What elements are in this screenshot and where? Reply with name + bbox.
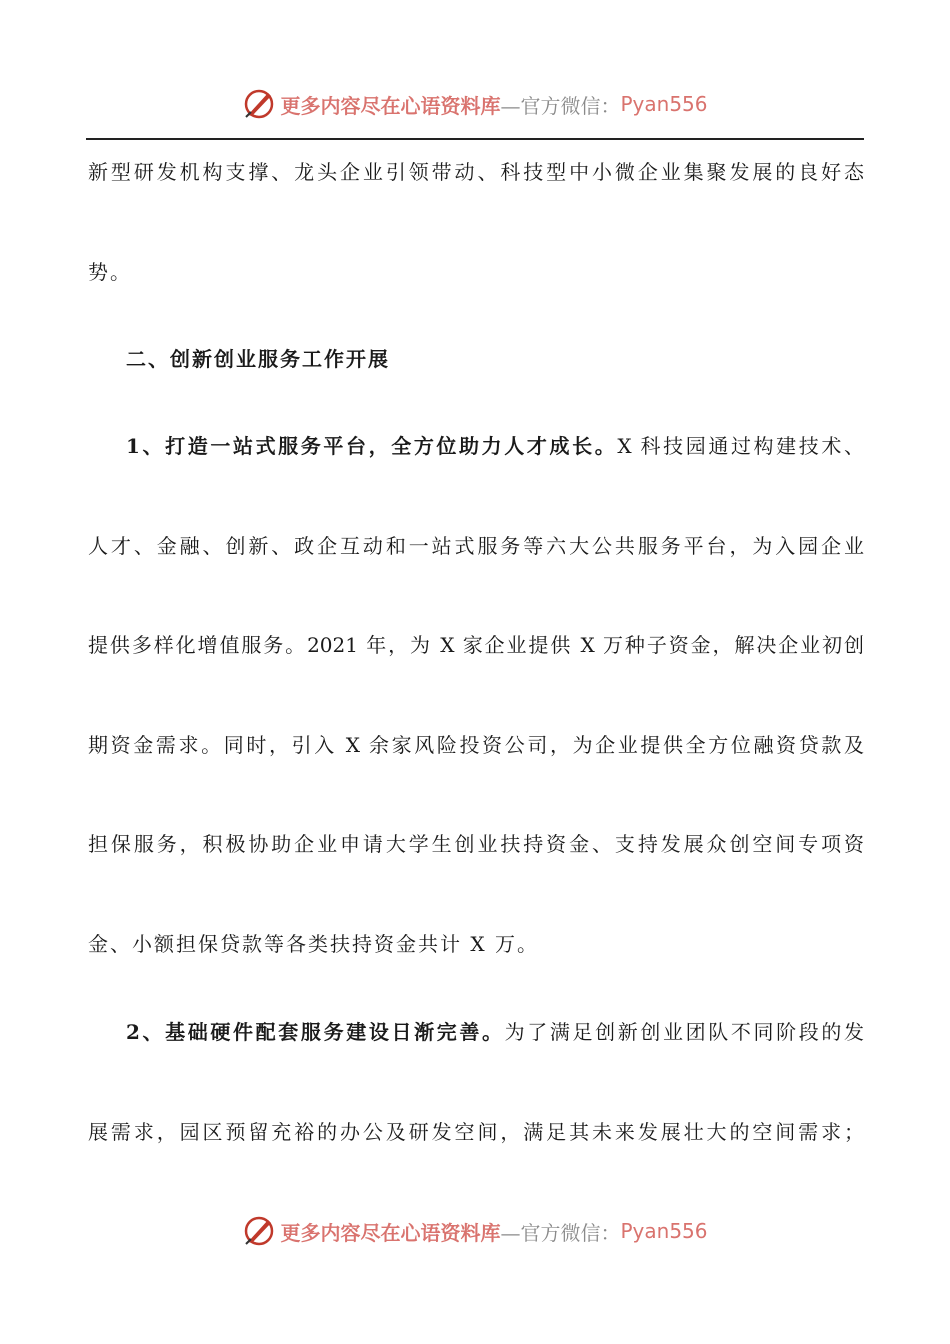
- paragraph-line: 势。: [88, 260, 132, 284]
- paragraph-line: 人才、金融、创新、政企互动和一站式服务等六大公共服务平台，为入园企业: [88, 534, 864, 558]
- paragraph-lead: 2、基础硬件配套服务建设日渐完善。: [126, 1020, 505, 1044]
- footer-official-label: —官方微信：: [500, 1220, 621, 1245]
- paragraph-text: X 科技园通过构建技术、: [617, 434, 864, 458]
- paragraph-line: 担保服务，积极协助企业申请大学生创业扶持资金、支持发展众创空间专项资: [88, 832, 864, 856]
- paragraph-line: 提供多样化增值服务。2021 年，为 X 家企业提供 X 万种子资金，解决企业初创: [88, 633, 864, 657]
- paragraph-lead: 1、打造一站式服务平台，全方位助力人才成长。: [126, 434, 618, 458]
- footer-brand-text: 更多内容尽在心语资料库: [280, 1220, 501, 1245]
- paragraph-line: 期资金需求。同时，引入 X 余家风险投资公司，为企业提供全方位融资贷款及: [88, 733, 864, 757]
- paragraph-line: 金、小额担保贷款等各类扶持资金共计 X 万。: [88, 932, 539, 956]
- footer-banner: [0, 1211, 950, 1251]
- header-banner: [0, 84, 950, 124]
- quill-logo-icon: [242, 87, 276, 121]
- header-brand-text: 更多内容尽在心语资料库: [280, 93, 501, 118]
- paragraph-line: 新型研发机构支撑、龙头企业引领带动、科技型中小微企业集聚发展的良好态: [88, 160, 864, 184]
- section-heading: 二、创新创业服务工作开展: [126, 347, 390, 371]
- paragraph-line: [126, 1018, 864, 1046]
- quill-logo-icon: [242, 1214, 276, 1248]
- header-wechat-id: Pyan556: [620, 92, 708, 116]
- header-official-label: —官方微信：: [500, 93, 621, 118]
- header-divider: [86, 138, 864, 140]
- paragraph-text: 为了满足创新创业团队不同阶段的发: [504, 1020, 865, 1044]
- paragraph-line: [126, 432, 864, 460]
- footer-wechat-id: Pyan556: [620, 1219, 708, 1243]
- paragraph-line: 展需求，园区预留充裕的办公及研发空间，满足其未来发展壮大的空间需求；: [88, 1120, 864, 1144]
